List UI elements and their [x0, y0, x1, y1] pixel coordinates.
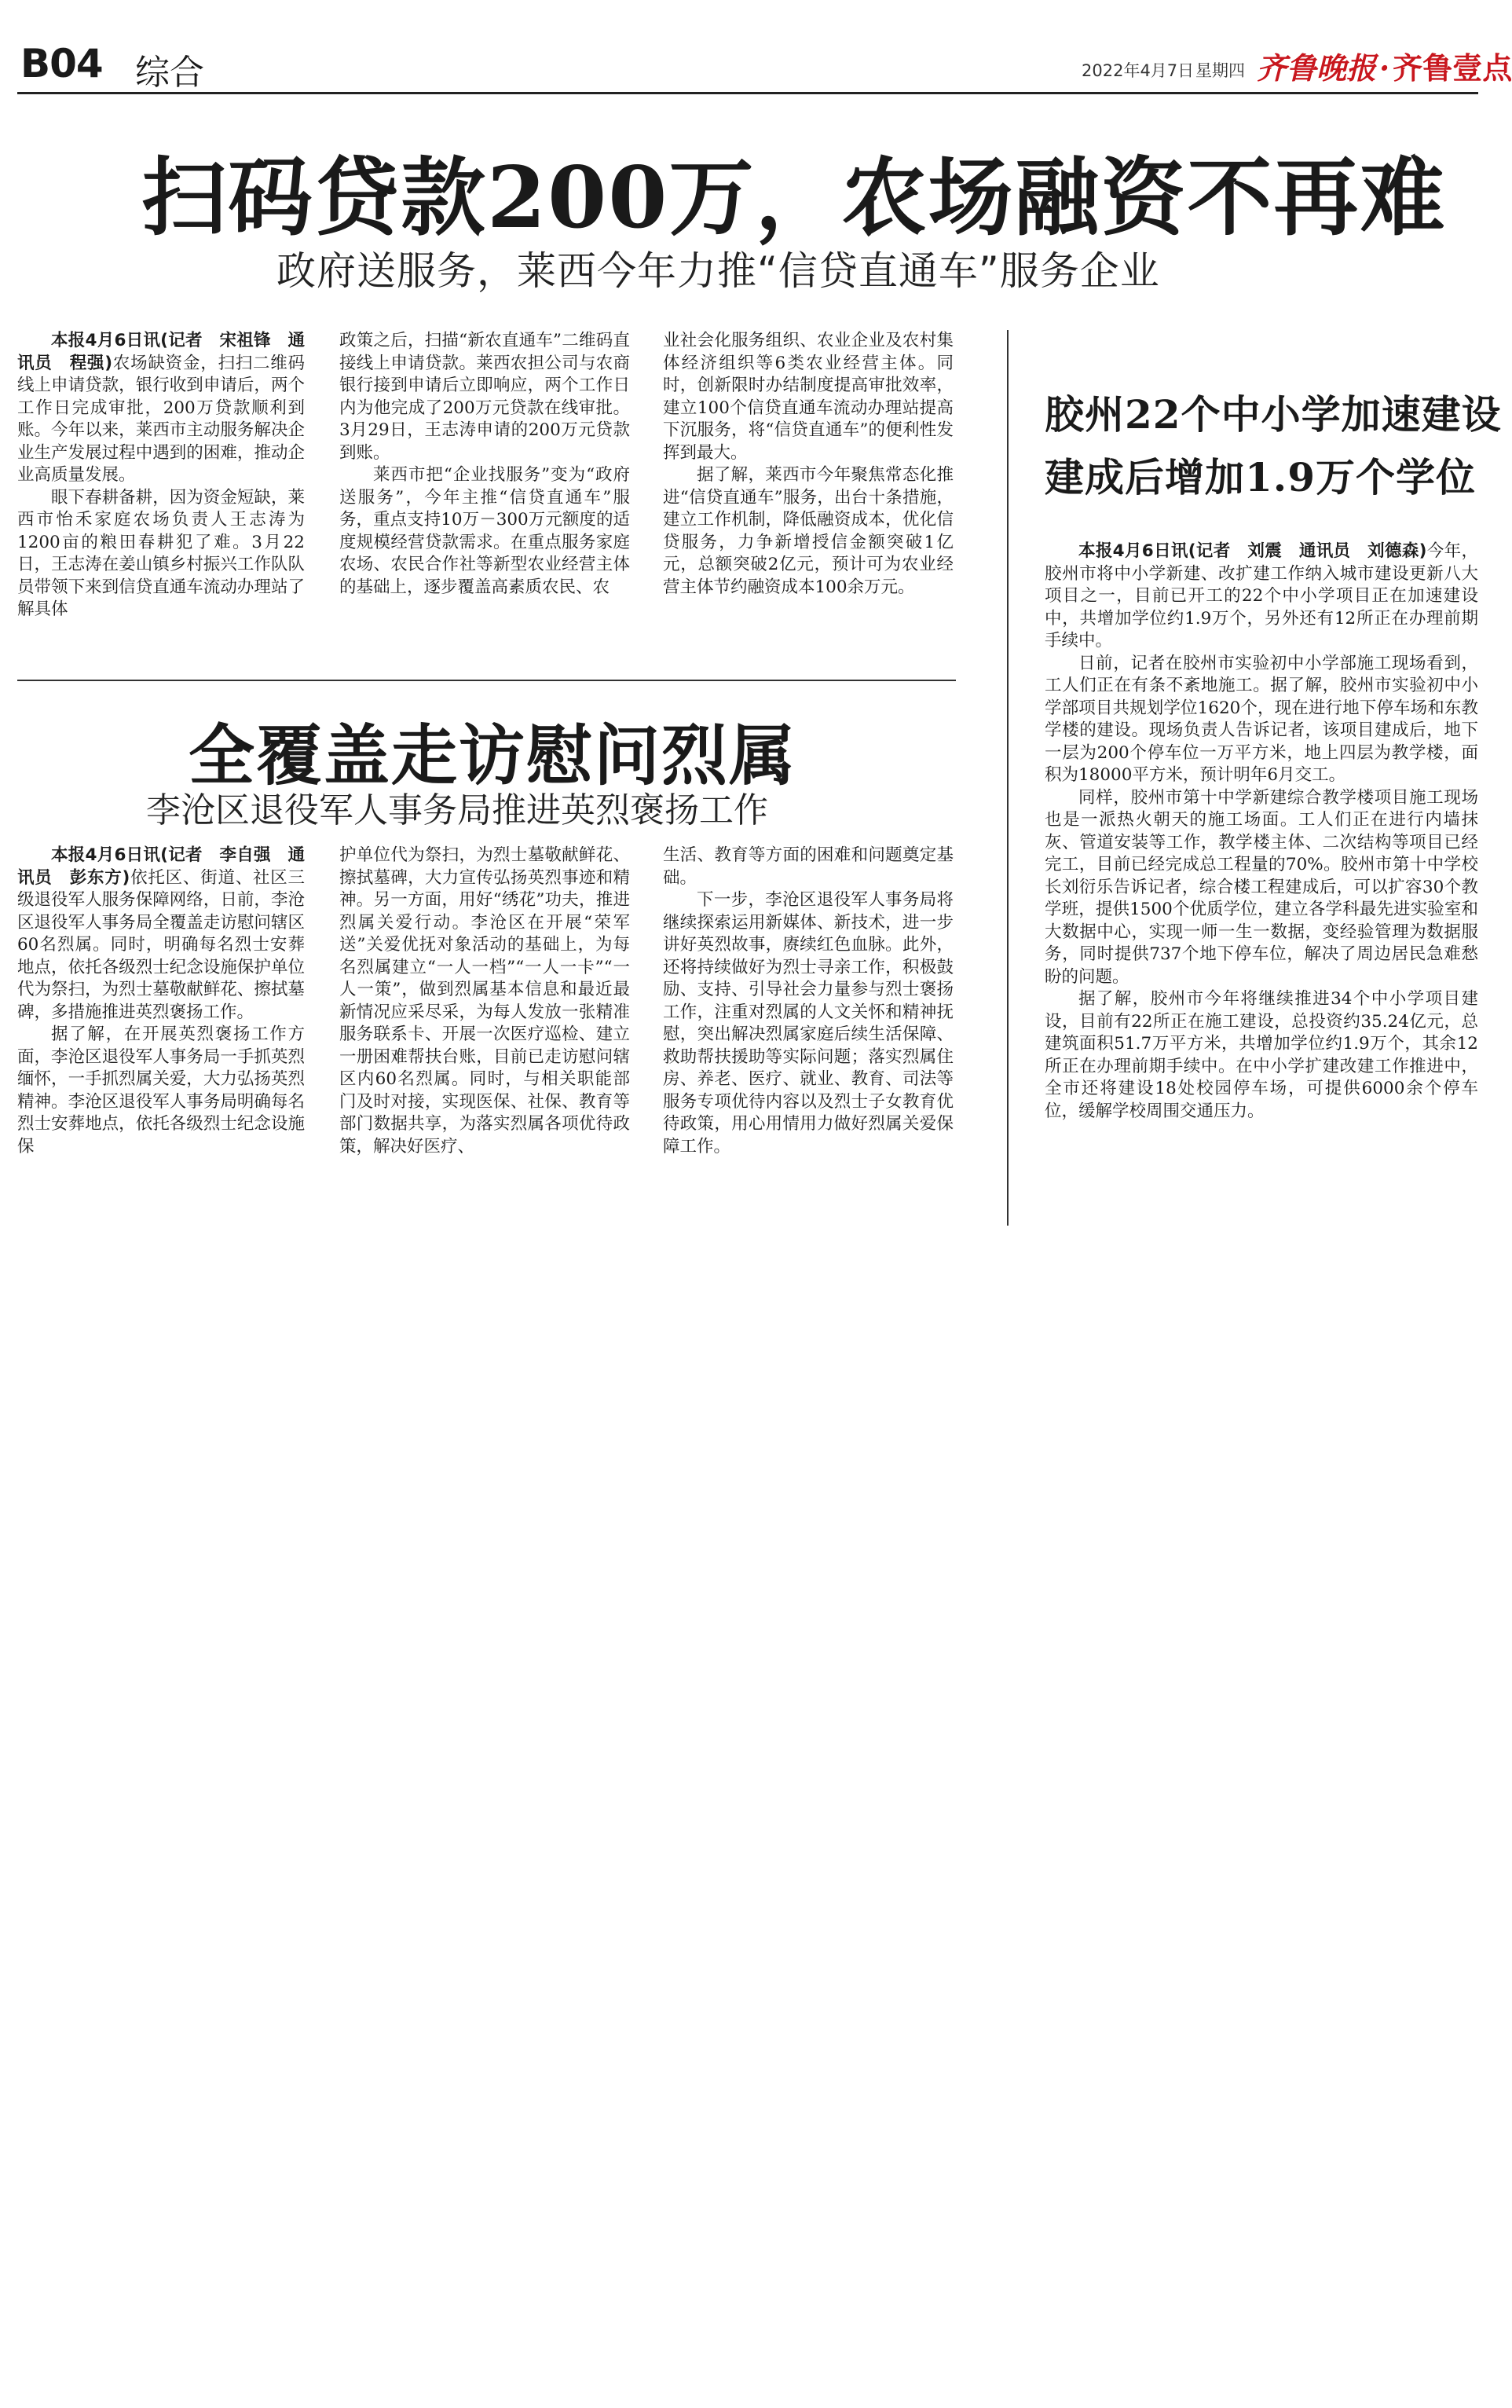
article2-paragraph — [663, 845, 954, 889]
article2-paragraph — [339, 845, 630, 1158]
article3-headline-line2: 建成后增加1.9万个学位 — [1045, 454, 1476, 500]
paragraph-text: 下一步，李沧区退役军人事务局将继续探索运用新媒体、新技术，进一步讲好英烈故事，赓续红色血脉。此外，还将持续做好为烈士寻亲工作，积极鼓励、支持、引导社会力量参与烈士褒扬工作，注重对烈属的人文关怀和精神抚慰，突出解决烈属家庭后续生活保障、救助帮扶援助等实际问题；落实烈属住房、养老、医疗、就业、教育、司法等服务专项优待内容以及烈士子女教育优待政策，用心用情用力做好烈属关爱保障工作。 — [663, 890, 954, 1156]
article3-paragraph — [1045, 787, 1478, 989]
brand-name-2: 齐鲁壹点 — [1393, 50, 1512, 86]
article1-paragraph — [17, 487, 305, 621]
paragraph-text: 同样，胶州市第十中学新建综合教学楼项目施工现场也是一派热火朝天的施工场面。工人们正在进行内墙抹灰、管道安装等工作，教学楼主体、二次结构等项目已经完工，目前已经完成总工程量的70%。胶州市第十中学校长刘衍乐告诉记者，综合楼工程建成后，可以扩容30个教学班，提供1500个优质学位，建立各学科最先进实验室和大数据中心，实现一师一生一数据，变经验管理为数据服务，同时提供737个地下停车位，解决了周边居民急难愁盼的问题。 — [1045, 787, 1478, 987]
article1-column-2 — [339, 330, 630, 599]
paragraph-text: 生活、教育等方面的困难和问题奠定基础。 — [663, 845, 954, 888]
paragraph-text: 据了解，胶州市今年将继续推进34个中小学项目建设，目前有22所正在施工建设，总投资约35.24亿元，总建筑面积51.7万平方米，共增加学位约1.9万个，其余12所正在办理前期手续中。在中小学扩建改建工作推进中，全市还将建设18处校园停车场，可提供6000余个停车位，缓解学校周围交通压力。 — [1045, 989, 1478, 1121]
issue-weekday: 星期四 — [1195, 61, 1245, 80]
article3-headline-line1: 胶州22个中小学加速建设 — [1045, 391, 1502, 438]
brand-logo — [1257, 44, 1512, 87]
article2-column-3 — [663, 845, 954, 1158]
vertical-divider — [1007, 330, 1009, 1226]
article1-column-1 — [17, 330, 305, 621]
brand-name: 齐鲁晚报 — [1257, 50, 1377, 86]
article2-paragraph — [17, 845, 305, 1024]
horizontal-divider — [17, 680, 956, 681]
article3-paragraph — [1045, 541, 1478, 653]
article1-paragraph — [339, 464, 630, 599]
article1-paragraph — [17, 330, 305, 487]
paragraph-text: 农场缺资金，扫扫二维码线上申请贷款，银行收到申请后，两个工作日完成审批，200万贷款顺利到账。今年以来，莱西市主动服务解决企业生产发展过程中遇到的困难，推动企业高质量发展。 — [17, 353, 305, 485]
article1-subhead: 政府送服务，莱西今年力推“信贷直通车”服务企业 — [276, 248, 1160, 294]
article2-subhead: 李沧区退役军人事务局推进英烈褒扬工作 — [146, 790, 768, 830]
article2-paragraph — [17, 1024, 305, 1158]
page-header — [17, 38, 1512, 94]
article3-paragraph — [1045, 653, 1478, 787]
article3-body — [1045, 541, 1478, 1123]
issue-date: 2022年4月7日 — [1082, 61, 1195, 80]
article2-paragraph — [663, 889, 954, 1158]
paragraph-text: 业社会化服务组织、农业企业及农村集体经济组织等6类农业经营主体。同时，创新限时办结制度提高审批效率，建立100个信贷直通车流动办理站提高下沉服务，将“信贷直通车”的便利性发挥到最大。 — [663, 331, 954, 463]
article1-lead: 本报4月6日讯(记者 宋祖锋 通讯员 程强) — [17, 331, 305, 373]
article3-lead: 本报4月6日讯(记者 刘震 通讯员 刘德森) — [1078, 541, 1427, 561]
paragraph-text: 据了解，在开展英烈褒扬工作方面，李沧区退役军人事务局一手抓英烈缅怀，一手抓烈属关爱，大力弘扬英烈精神。李沧区退役军人事务局明确每名烈士安葬地点，依托各级烈士纪念设施保 — [17, 1024, 305, 1156]
brand-separator: · — [1379, 50, 1390, 86]
article1-paragraph — [663, 464, 954, 599]
article2-column-2 — [339, 845, 630, 1158]
paragraph-text: 今年，胶州市将中小学新建、改扩建工作纳入城市建设更新八大项目之一，目前已开工的22个中小学项目正在加速建设中，共增加学位约1.9万个，另外还有12所正在办理前期手续中。 — [1045, 541, 1478, 651]
paragraph-text: 眼下春耕备耕，因为资金短缺，莱西市怡禾家庭农场负责人王志涛为1200亩的粮田春耕犯了难。3月22日，王志涛在姜山镇乡村振兴工作队队员带领下来到信贷直通车流动办理站了解具体 — [17, 487, 305, 619]
paragraph-text: 护单位代为祭扫，为烈士墓敬献鲜花、擦拭墓碑，大力宣传弘扬英烈事迹和精神。另一方面，用好“绣花”功夫，推进烈属关爱行动。李沧区在开展“荣军送”关爱优抚对象活动的基础上，为每名烈属建立“一人一档”“一人一卡”“一人一策”，做到烈属基本信息和最近最新情况应采尽采，为每人发放一张精准服务联系卡、开展一次医疗巡检、建立一册困难帮扶台账，目前已走访慰问辖区内60名烈属。同时，与相关职能部门及时对接，实现医保、社保、教育等部门数据共享，为落实烈属各项优待政策，解决好医疗、 — [339, 845, 630, 1156]
paragraph-text: 据了解，莱西市今年聚焦常态化推进“信贷直通车”服务，出台十条措施，建立工作机制，降低融资成本，优化信贷服务，力争新增授信金额突破1亿元，总额突破2亿元，预计可为农业经营主体节约融资成本100余万元。 — [663, 465, 954, 597]
article1-paragraph — [663, 330, 954, 464]
paragraph-text: 日前，记者在胶州市实验初中小学部施工现场看到，工人们正在有条不紊地施工。据了解，胶州市实验初中小学部项目共规划学位1620个，现在进行地下停车场和东教学楼的建设。现场负责人告诉记者，该项目建成后，地下一层为200个停车位一万平方米，地上四层为教学楼，面积为18000平方米，预计明年6月交工。 — [1045, 653, 1478, 785]
article1-column-3 — [663, 330, 954, 599]
paragraph-text: 政策之后，扫描“新农直通车”二维码直接线上申请贷款。莱西农担公司与农商银行接到申请后立即响应，两个工作日内为他完成了200万元贷款在线审批。3月29日，王志涛申请的200万元贷款到账。 — [339, 331, 630, 463]
section-name: 综合 — [135, 53, 204, 93]
article1-paragraph — [339, 330, 630, 464]
article3-paragraph — [1045, 988, 1478, 1123]
paragraph-text: 依托区、街道、社区三级退役军人服务保障网络，日前，李沧区退役军人事务局全覆盖走访慰问辖区60名烈属。同时，明确每名烈士安葬地点，依托各级烈士纪念设施保护单位代为祭扫，为烈士墓敬献鲜花、擦拭墓碑，多措施推进英烈褒扬工作。 — [17, 867, 305, 1022]
paragraph-text: 莱西市把“企业找服务”变为“政府送服务”，今年主推“信贷直通车”服务，重点支持10万－300万元额度的适度规模经营贷款需求。在重点服务家庭农场、农民合作社等新型农业经营主体的基础上，逐步覆盖高素质农民、农 — [339, 465, 630, 597]
page-number: B04 — [20, 41, 103, 86]
article2-lead: 本报4月6日讯(记者 李自强 通讯员 彭东方) — [17, 845, 305, 888]
article2-column-1 — [17, 845, 305, 1158]
article1-headline: 扫码贷款200万，农场融资不再难 — [141, 148, 1447, 247]
article2-headline: 全覆盖走访慰问烈属 — [189, 717, 797, 794]
